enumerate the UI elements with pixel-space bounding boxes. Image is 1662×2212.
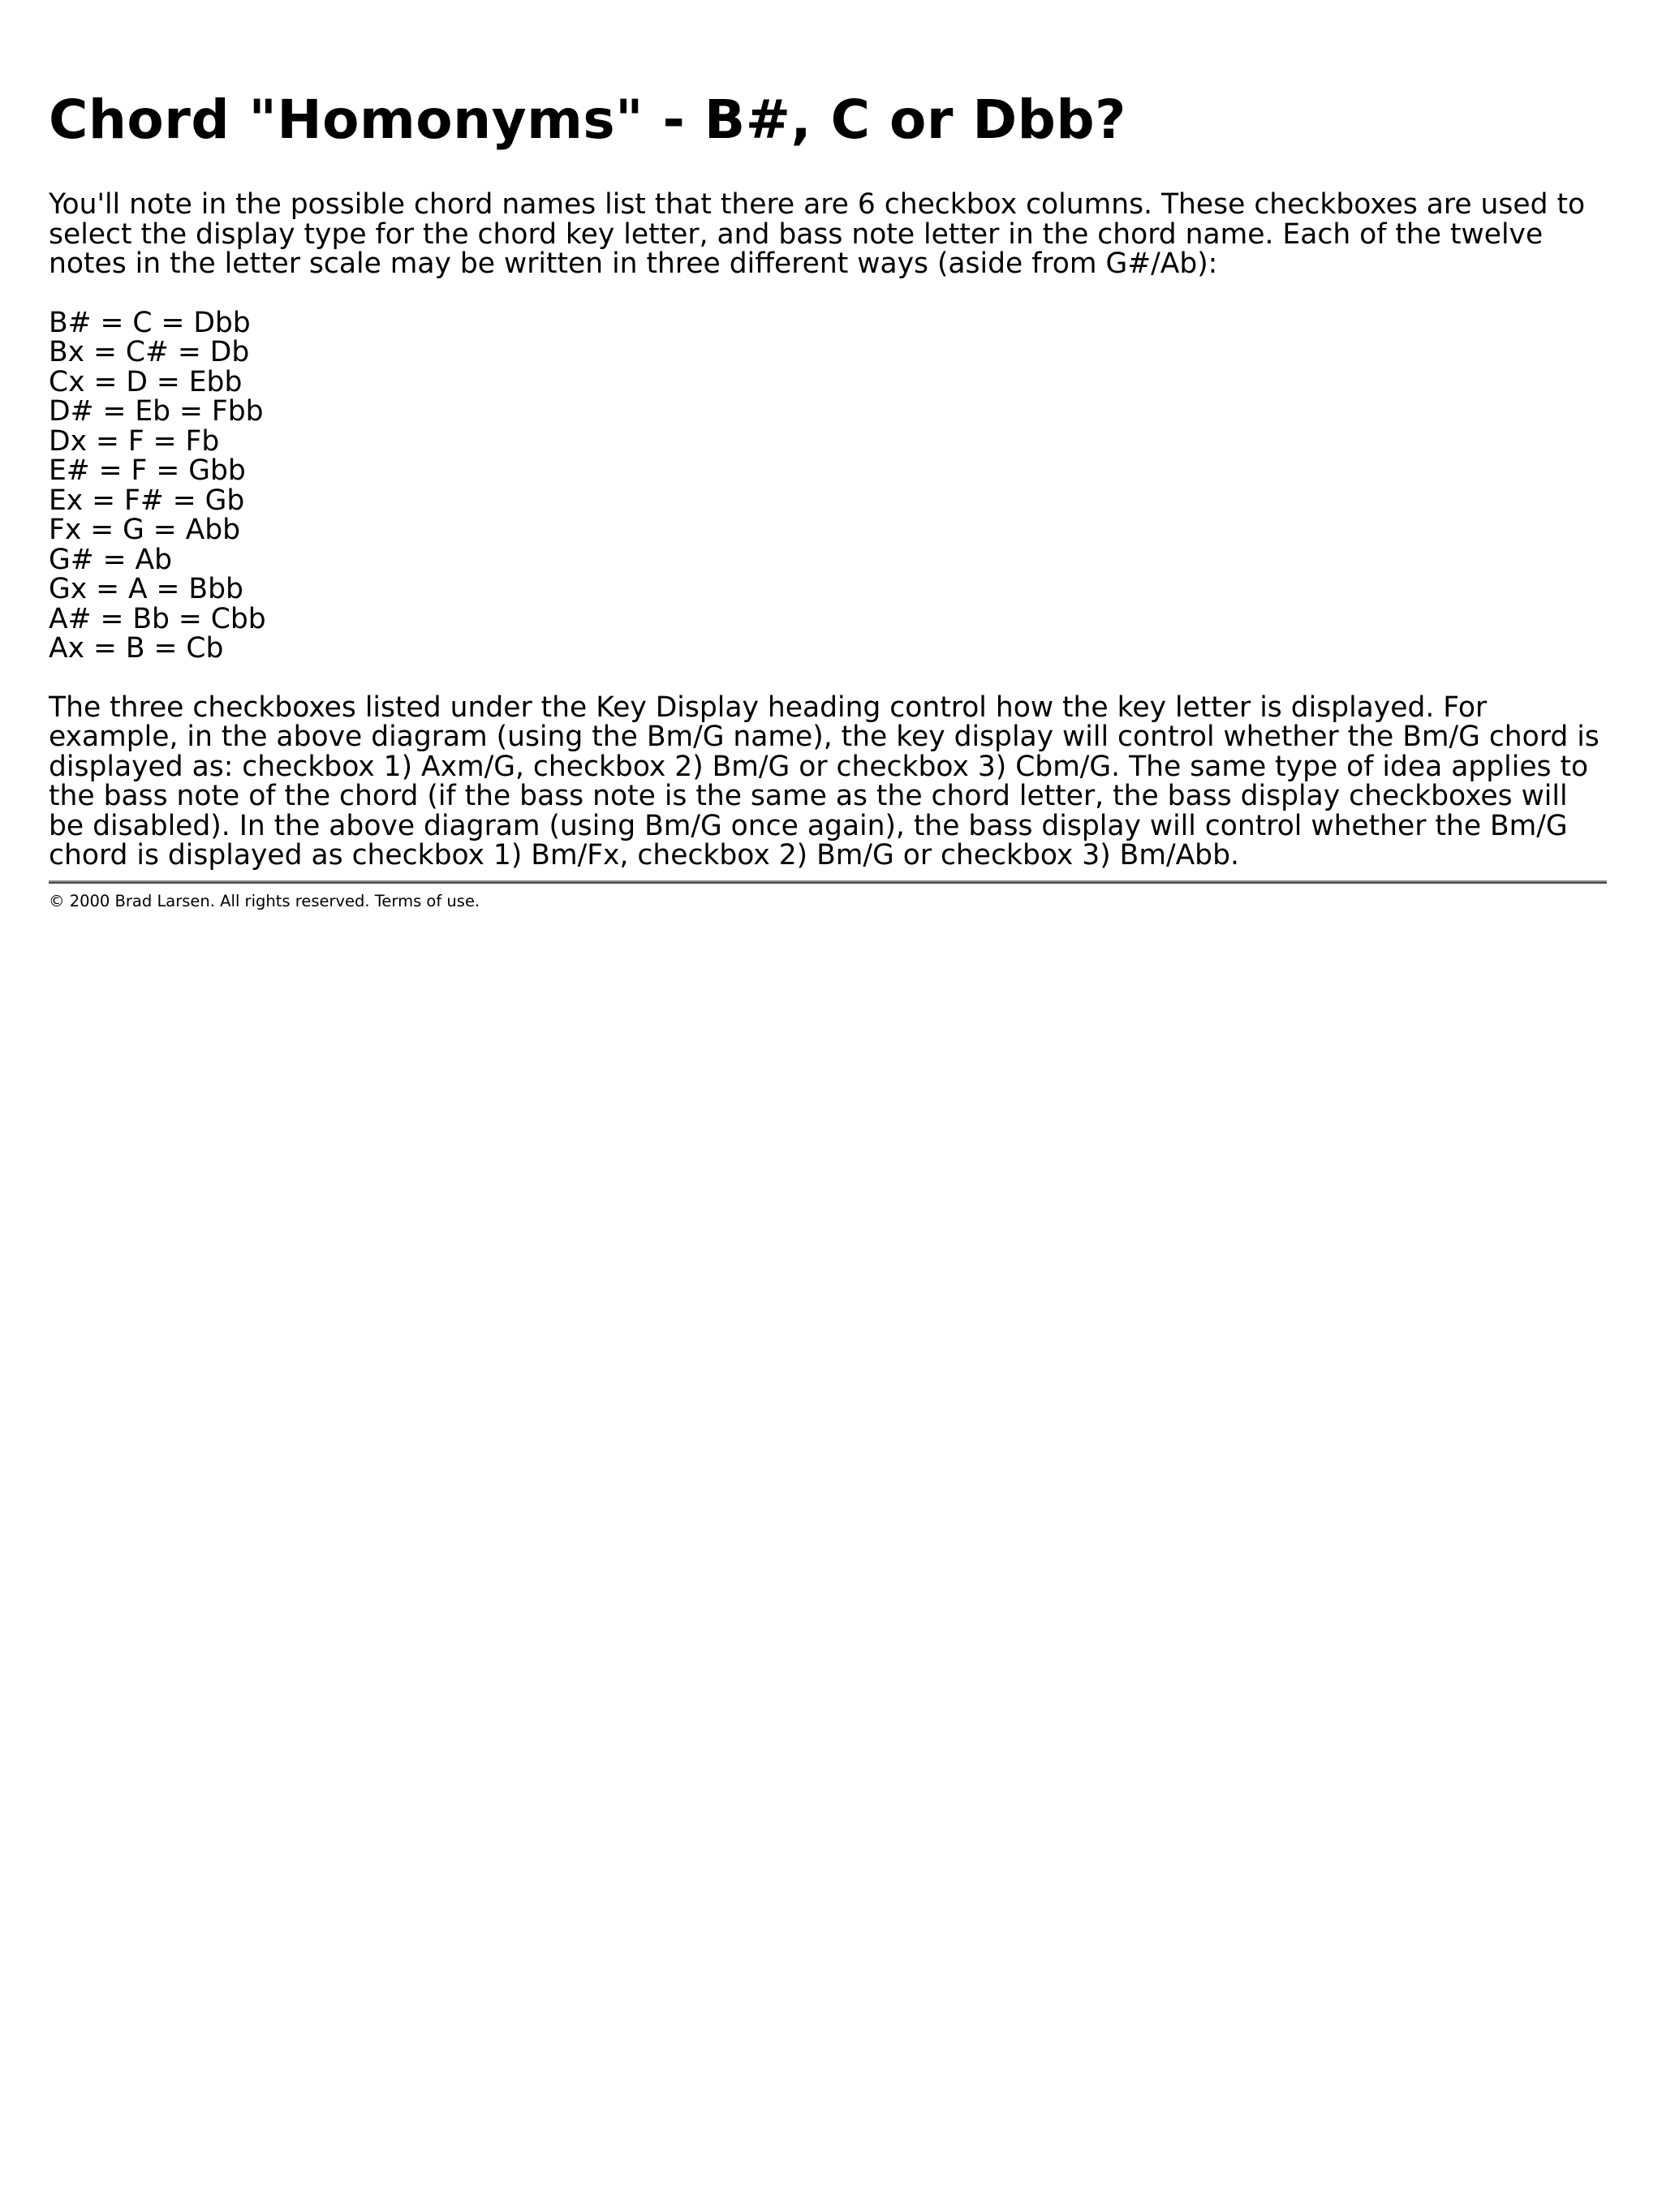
footer-divider [49, 880, 1607, 884]
page-content [49, 0, 1607, 911]
equivalence-line: D# = Eb = Fbb [49, 395, 264, 428]
note-equivalence-list [49, 308, 1607, 664]
equivalence-line: Gx = A = Bbb [49, 573, 243, 605]
equivalence-line: A# = Bb = Cbb [49, 602, 266, 635]
equivalence-line: B# = C = Dbb [49, 306, 251, 339]
intro-paragraph: You'll note in the possible chord names list that there are 6 checkbox columns. These checkboxes are used to select the display type for the chord key letter, and bass note letter in the chord name. Each of the twelve notes in the letter scale may be written in three different ways (aside from G#/Ab): [49, 188, 1586, 280]
equivalence-line: G# = Ab [49, 543, 172, 576]
equivalence-line: Ax = B = Cb [49, 632, 224, 665]
equivalence-line: Cx = D = Ebb [49, 365, 243, 398]
equivalence-line: Dx = F = Fb [49, 424, 220, 458]
equivalence-line: Ex = F# = Gb [49, 484, 245, 517]
page-title: Chord "Homonyms" - B#, C or Dbb? [49, 88, 1126, 151]
equivalence-line: Fx = G = Abb [49, 514, 241, 546]
explanation-paragraph: The three checkboxes listed under the Key Display heading control how the key letter is displayed. For example, in the above diagram (using the Bm/G name), the key display will control whether the Bm/G chord is displayed as: checkbox 1) Axm/G, checkbox 2) Bm/G or checkbox 3) Cbm/G. The same type of idea applies to the bass note of the chord (if the bass note is the same as the chord letter, the bass display checkboxes will be disabled). In the above diagram (using Bm/G once again), the bass display will control whether the Bm/G chord is displayed as checkbox 1) Bm/Fx, checkbox 2) Bm/G or checkbox 3) Bm/Abb. [49, 691, 1600, 871]
equivalence-line: E# = F = Gbb [49, 454, 246, 487]
equivalence-line: Bx = C# = Db [49, 336, 250, 368]
copyright-footer: © 2000 Brad Larsen. All rights reserved. Terms of use. [49, 891, 480, 910]
